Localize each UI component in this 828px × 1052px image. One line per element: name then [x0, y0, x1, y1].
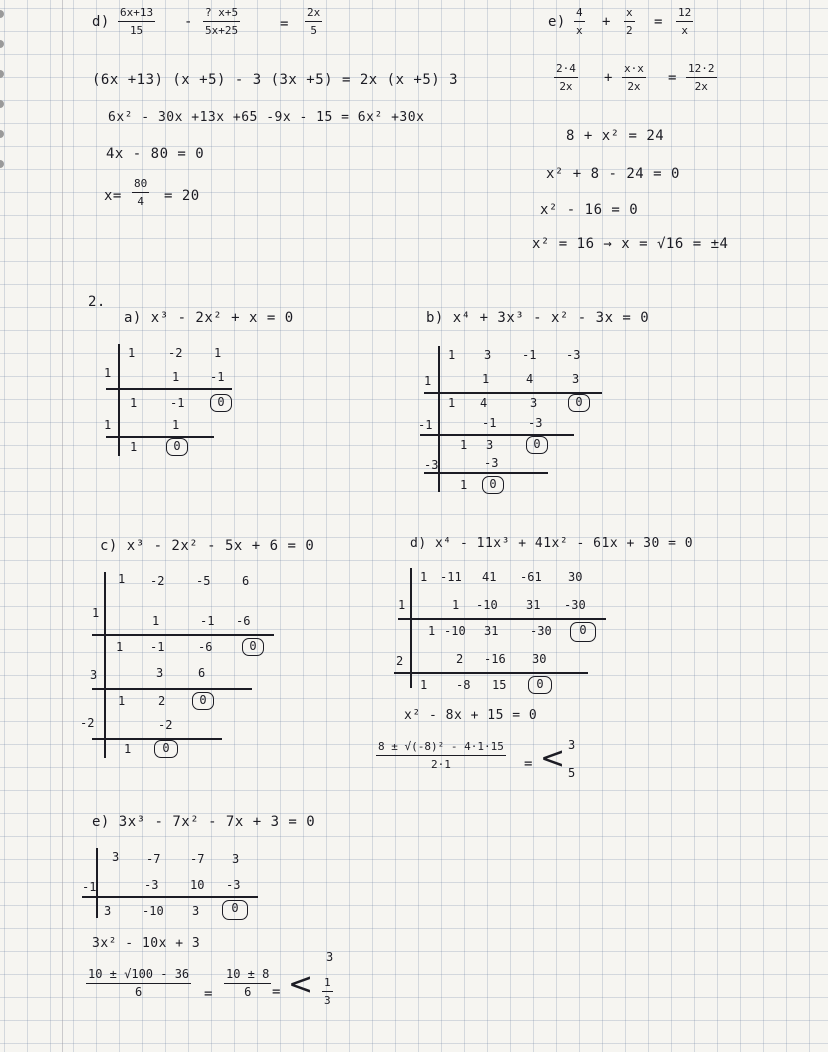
ruffini-horizontal-line	[92, 688, 252, 690]
denominator: 4	[137, 195, 144, 208]
remainder-circle: 0	[222, 900, 248, 920]
remainder-circle: 0	[154, 740, 178, 758]
coefficient: -2	[168, 346, 183, 360]
coefficient: 41	[482, 570, 497, 584]
ruffini-horizontal-line	[92, 738, 222, 740]
work-line: x² + 8 - 24 = 0	[546, 166, 680, 182]
denominator: 2	[626, 24, 633, 37]
cell-value: 1	[460, 438, 468, 452]
denominator: 15	[129, 24, 144, 37]
operator: =	[668, 70, 677, 86]
coefficient: 3	[232, 852, 240, 866]
cell-value: -3	[144, 878, 159, 892]
problem-label: e)	[548, 14, 566, 30]
numerator: 80	[132, 177, 149, 193]
cell-value: 6	[198, 666, 206, 680]
ruffini-horizontal-line	[106, 388, 232, 390]
binder-hole	[0, 40, 4, 48]
cell-value: 1	[116, 640, 124, 654]
denominator: 2x	[559, 80, 573, 93]
operator: +	[602, 14, 611, 30]
cell-value: -3	[226, 878, 241, 892]
coefficient: 6	[242, 574, 250, 588]
cell-value: -1	[482, 416, 497, 430]
cell-value: -8	[456, 678, 471, 692]
cell-value: 1	[118, 694, 126, 708]
operator: =	[272, 984, 281, 1000]
work-line: 4x - 80 = 0	[106, 146, 205, 162]
cell-value: 31	[484, 624, 499, 638]
section-number: 2.	[88, 294, 106, 310]
denominator: x	[576, 24, 583, 37]
ruffini-horizontal-line	[92, 634, 274, 636]
cell-value: -10	[444, 624, 466, 638]
root-value: 5	[568, 766, 576, 780]
divisor: 2	[396, 654, 404, 668]
coefficient: 30	[568, 570, 583, 584]
numerator: x	[624, 6, 635, 22]
cell-value: 15	[492, 678, 507, 692]
ruffini-horizontal-line	[424, 472, 548, 474]
equation-title: c) x³ - 2x² - 5x + 6 = 0	[100, 538, 315, 554]
margin-line	[62, 0, 63, 1052]
numerator: 4	[574, 6, 585, 22]
fraction	[676, 6, 693, 37]
cell-value: 3	[104, 904, 112, 918]
cell-value: 1	[130, 440, 138, 454]
numerator: 12·2	[686, 62, 717, 78]
divisor: 1	[92, 606, 100, 620]
binder-hole	[0, 160, 4, 168]
cell-value: 1	[172, 418, 180, 432]
equation-title: e) 3x³ - 7x² - 7x + 3 = 0	[92, 814, 316, 830]
cell-value: 4	[480, 396, 488, 410]
fraction	[118, 6, 155, 37]
cell-value: 1	[482, 372, 490, 386]
numerator: 8 ± √(-8)² - 4·1·15	[376, 740, 506, 756]
numerator: 2·4	[554, 62, 578, 78]
work-line: 8 + x² = 24	[566, 128, 665, 144]
cell-value: -30	[564, 598, 586, 612]
coefficient: -2	[150, 574, 165, 588]
ruffini-vertical-line	[118, 344, 120, 456]
ruffini-vertical-line	[410, 568, 412, 688]
coefficient: 1	[448, 348, 456, 362]
cell-value: -10	[142, 904, 164, 918]
operator: -	[184, 14, 193, 30]
divisor: 1	[398, 598, 406, 612]
denominator: 2x	[694, 80, 708, 93]
cell-value: 1	[448, 396, 456, 410]
denominator: 6	[244, 985, 252, 999]
coefficient: -11	[440, 570, 462, 584]
operator: =	[204, 986, 213, 1002]
cell-value: -10	[476, 598, 498, 612]
fraction	[224, 968, 271, 999]
quadratic-formula	[86, 968, 191, 999]
cell-value: 31	[526, 598, 541, 612]
cell-value: 4	[526, 372, 534, 386]
coefficient: -3	[566, 348, 581, 362]
denominator: x	[681, 24, 688, 37]
binder-hole	[0, 70, 4, 78]
operator: +	[604, 70, 613, 86]
fraction	[574, 6, 585, 37]
numerator: ? x+5	[203, 6, 240, 22]
cell-value: 1	[420, 678, 428, 692]
ruffini-horizontal-line	[398, 618, 606, 620]
denominator: 3	[324, 994, 331, 1007]
coefficient: -1	[522, 348, 537, 362]
branch-symbol: <	[288, 967, 314, 1002]
cell-value: 10	[190, 878, 205, 892]
divisor: 1	[104, 366, 112, 380]
coefficient: 1	[118, 572, 126, 586]
cell-value: 1	[130, 396, 138, 410]
problem-label: d)	[92, 14, 110, 30]
remainder-circle: 0	[528, 676, 552, 694]
binder-hole	[0, 10, 4, 18]
cell-value: -1	[170, 396, 185, 410]
work-line: x² = 16 → x = √16 = ±4	[532, 236, 729, 252]
work-line: x² - 16 = 0	[540, 202, 639, 218]
numerator: 10 ± 8	[224, 968, 271, 984]
cell-value: 1	[124, 742, 132, 756]
ruffini-horizontal-line	[82, 896, 258, 898]
fraction	[203, 6, 240, 37]
coefficient: 1	[128, 346, 136, 360]
denominator: 2x	[627, 80, 641, 93]
coefficient: 3	[112, 850, 120, 864]
remainder-circle: 0	[210, 394, 232, 412]
equation-title: d) x⁴ - 11x³ + 41x² - 61x + 30 = 0	[410, 536, 694, 551]
work-line: 6x² - 30x +13x +65 -9x - 15 = 6x² +30x	[108, 110, 425, 125]
coefficient: -61	[520, 570, 542, 584]
work-line: = 20	[164, 188, 200, 204]
numerator: 6x+13	[118, 6, 155, 22]
numerator: 2x	[305, 6, 322, 22]
remainder-circle: 0	[568, 394, 590, 412]
quadratic-expression: 3x² - 10x + 3	[92, 936, 201, 951]
quadratic-formula	[376, 740, 506, 771]
divisor: 1	[104, 418, 112, 432]
coefficient: 3	[484, 348, 492, 362]
cell-value: 3	[572, 372, 580, 386]
coefficient: -7	[146, 852, 161, 866]
cell-value: 30	[532, 652, 547, 666]
cell-value: 1	[460, 478, 468, 492]
cell-value: 3	[486, 438, 494, 452]
fraction	[624, 6, 635, 37]
root-value: 3	[326, 950, 334, 964]
fraction	[622, 62, 646, 93]
ruffini-horizontal-line	[394, 672, 588, 674]
cell-value: -30	[530, 624, 552, 638]
numerator: x·x	[622, 62, 646, 78]
operator: =	[280, 16, 289, 32]
coefficient: 1	[214, 346, 222, 360]
ruffini-horizontal-line	[106, 436, 214, 438]
work-line: x=	[104, 188, 122, 204]
cell-value: 1	[452, 598, 460, 612]
cell-value: 3	[530, 396, 538, 410]
fraction	[305, 6, 322, 37]
cell-value: -6	[198, 640, 213, 654]
ruffini-horizontal-line	[420, 434, 574, 436]
cell-value: 2	[456, 652, 464, 666]
cell-value: -1	[200, 614, 215, 628]
coefficient: -5	[196, 574, 211, 588]
numerator: 1	[322, 976, 333, 992]
cell-value: -2	[158, 718, 173, 732]
fraction	[554, 62, 578, 93]
quadratic-equation: x² - 8x + 15 = 0	[404, 708, 538, 723]
remainder-circle: 0	[242, 638, 264, 656]
cell-value: -1	[150, 640, 165, 654]
cell-value: -3	[528, 416, 543, 430]
cell-value: 3	[192, 904, 200, 918]
root-fraction	[322, 976, 333, 1007]
equation-title: a) x³ - 2x² + x = 0	[124, 310, 294, 326]
cell-value: -1	[210, 370, 225, 384]
cell-value: -16	[484, 652, 506, 666]
work-line: (6x +13) (x +5) - 3 (3x +5) = 2x (x +5) 3	[92, 72, 459, 88]
branch-symbol: <	[540, 741, 566, 776]
cell-value: 1	[172, 370, 180, 384]
denominator: 2·1	[430, 758, 451, 771]
numerator: 10 ± √100 - 36	[86, 968, 191, 984]
root-value: 3	[568, 738, 576, 752]
cell-value: 2	[158, 694, 166, 708]
denominator: 5	[310, 24, 317, 37]
fraction	[686, 62, 717, 93]
cell-value: -3	[484, 456, 499, 470]
numerator: 12	[676, 6, 693, 22]
divisor: -2	[80, 716, 95, 730]
operator: =	[654, 14, 663, 30]
cell-value: 1	[152, 614, 160, 628]
ruffini-vertical-line	[104, 572, 106, 758]
cell-value: 3	[156, 666, 164, 680]
fraction	[132, 177, 149, 208]
divisor: -1	[82, 880, 97, 894]
equation-title: b) x⁴ + 3x³ - x² - 3x = 0	[426, 310, 650, 326]
divisor: -1	[418, 418, 433, 432]
remainder-circle: 0	[192, 692, 214, 710]
coefficient: 1	[420, 570, 428, 584]
binder-hole	[0, 100, 4, 108]
divisor: -3	[424, 458, 439, 472]
denominator: 6	[134, 985, 143, 999]
denominator: 5x+25	[205, 24, 239, 37]
remainder-circle: 0	[166, 438, 188, 456]
remainder-circle: 0	[482, 476, 504, 494]
divisor: 3	[90, 668, 98, 682]
operator: =	[524, 756, 533, 772]
coefficient: -7	[190, 852, 205, 866]
remainder-circle: 0	[570, 622, 596, 642]
remainder-circle: 0	[526, 436, 548, 454]
divisor: 1	[424, 374, 432, 388]
cell-value: 1	[428, 624, 436, 638]
binder-hole	[0, 130, 4, 138]
cell-value: -6	[236, 614, 251, 628]
